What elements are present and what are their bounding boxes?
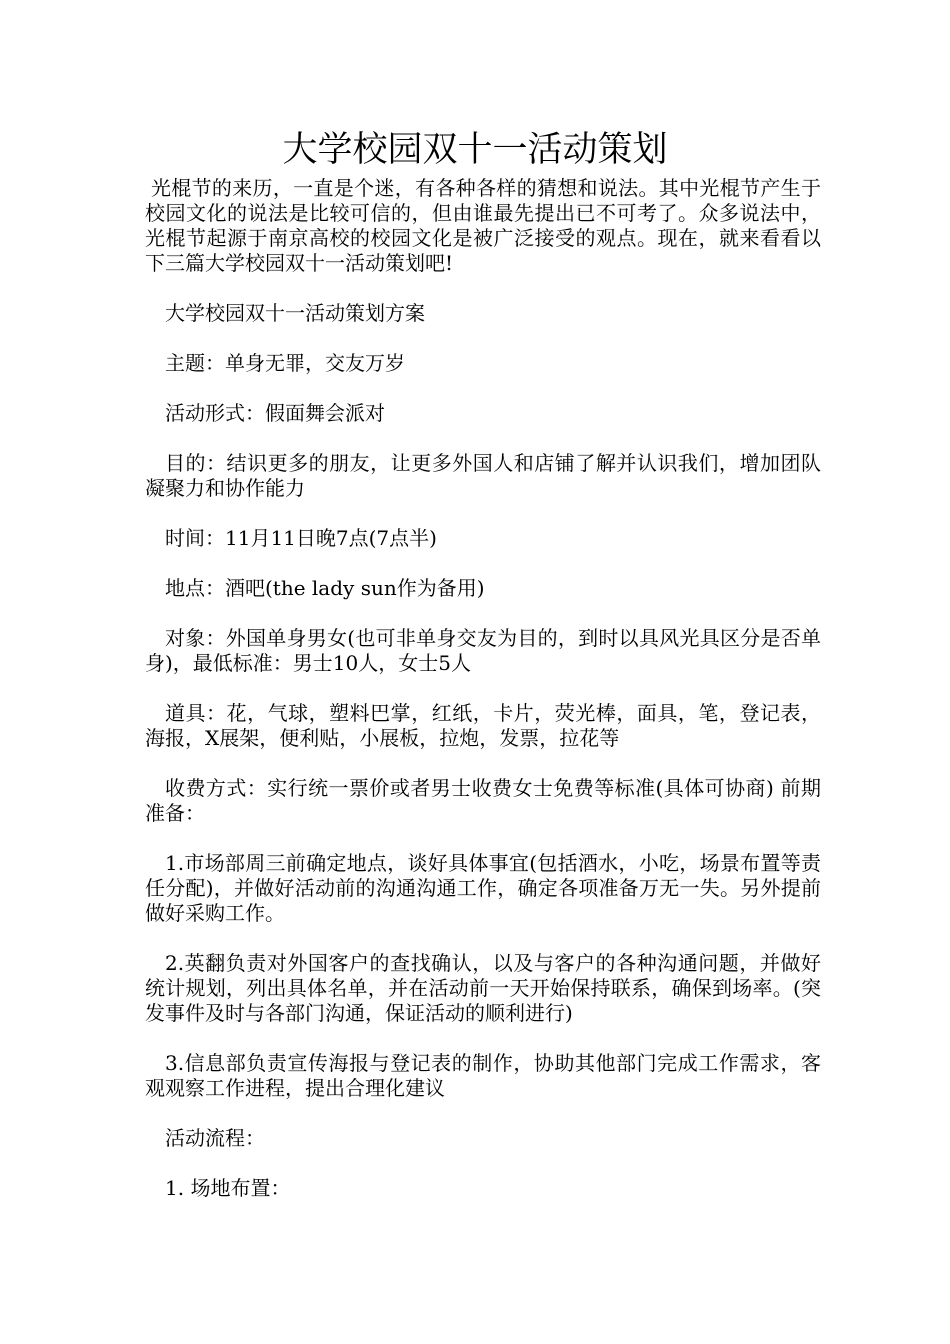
paragraph-process-heading: 活动流程： xyxy=(165,1126,265,1150)
paragraph-prep-1: 1.市场部周三前确定地点，谈好具体事宜(包括酒水，小吃，场景布置等责任分配)，并做好活动前的沟通沟通工作，确定各项准备万无一失。另外提前做好采购工作。 xyxy=(145,851,821,925)
document-body xyxy=(145,176,821,1201)
paragraph-format: 活动形式：假面舞会派对 xyxy=(165,401,385,425)
paragraph-location: 地点：酒吧(the lady sun作为备用) xyxy=(165,576,485,600)
paragraph-time: 时间：11月11日晚7点(7点半) xyxy=(165,526,437,550)
paragraph-fees: 收费方式：实行统一票价或者男士收费女士免费等标准(具体可协商) 前期准备： xyxy=(145,776,821,825)
paragraph-purpose: 目的：结识更多的朋友，让更多外国人和店铺了解并认识我们，增加团队凝聚力和协作能力 xyxy=(145,451,821,500)
paragraph-audience: 对象：外国单身男女(也可非单身交友为目的，到时以具风光具区分是否单身)，最低标准：男士10人，女士5人 xyxy=(145,626,821,675)
paragraph-props: 道具：花，气球，塑料巴掌，红纸，卡片，荧光棒，面具，笔，登记表，海报，X展架，便利贴，小展板，拉炮，发票，拉花等 xyxy=(145,701,821,750)
paragraph-prep-2: 2.英翻负责对外国客户的查找确认，以及与客户的各种沟通问题，并做好统计规划，列出具体名单，并在活动前一天开始保持联系，确保到场率。(突发事件及时与各部门沟通，保证活动的顺利进行) xyxy=(145,951,821,1025)
paragraph-plan-heading: 大学校园双十一活动策划方案 xyxy=(165,301,425,325)
paragraph-prep-3: 3.信息部负责宣传海报与登记表的制作，协助其他部门完成工作需求，客观观察工作进程，提出合理化建议 xyxy=(145,1051,821,1100)
intro-paragraph: 光棍节的来历，一直是个迷，有各种各样的猜想和说法。其中光棍节产生于校园文化的说法是比较可信的，但由谁最先提出已不可考了。众多说法中，光棍节起源于南京高校的校园文化是被广泛接受的观点。现在，就来看看以下三篇大学校园双十一活动策划吧! xyxy=(145,176,821,275)
document-title: 大学校园双十一活动策划 xyxy=(282,130,668,170)
paragraph-theme: 主题：单身无罪，交友万岁 xyxy=(165,351,405,375)
paragraph-venue-setup: 1. 场地布置： xyxy=(165,1176,291,1200)
